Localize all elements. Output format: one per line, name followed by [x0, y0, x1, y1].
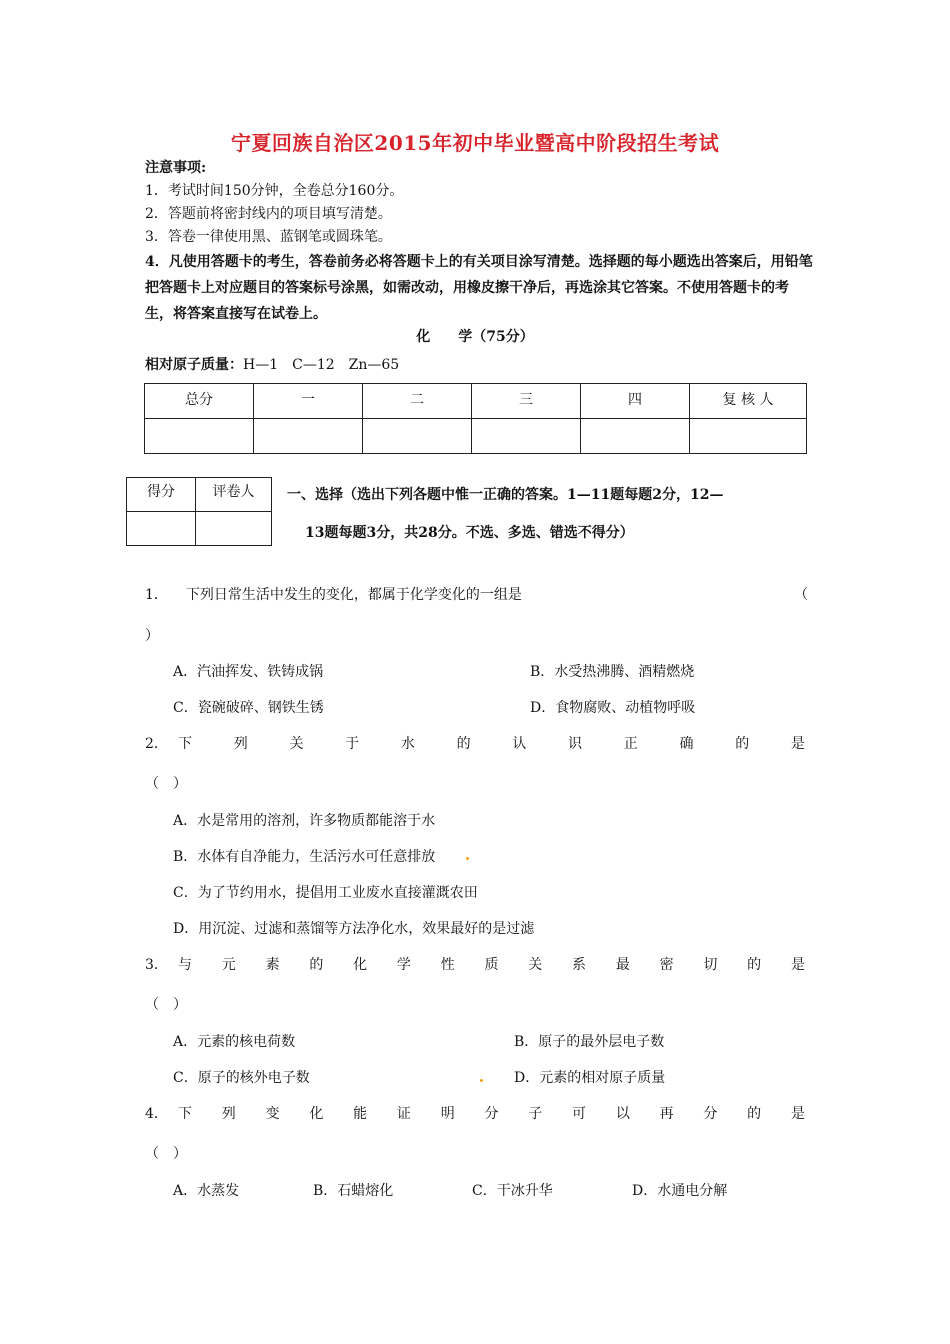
question-2-number: 2． [145, 736, 168, 752]
atomic-mass-values: H—1 C—12 Zn—65 [243, 357, 400, 373]
question-4-option-a: A．水蒸发 [173, 1183, 240, 1199]
question-3-option-a: A．元素的核电荷数 [173, 1034, 296, 1050]
question-4-number: 4． [145, 1106, 168, 1122]
question-1-paren-close: ） [145, 628, 159, 644]
score-cell[interactable] [690, 419, 807, 454]
question-1-stem: 1． 下列日常生活中发生的变化，都属于化学变化的一组是 [145, 587, 522, 603]
notice-heading: 注意事项: [145, 160, 207, 176]
grader-table [126, 477, 272, 546]
question-3-number: 3． [145, 957, 168, 973]
score-header-3: 三 [472, 384, 581, 419]
question-3-stem: 与 元 素 的 化 学 性 质 关 系 最 密 切 的 是 [178, 957, 805, 973]
score-cell[interactable] [145, 419, 254, 454]
grader-header-score: 得分 [127, 478, 196, 512]
orange-dot-mark [466, 857, 469, 860]
section-instructions-line-2: 13题每题3分，共28分。不选、多选、错选不得分） [305, 525, 634, 541]
notice-item-1: 1．考试时间150分钟，全卷总分160分。 [145, 183, 404, 199]
atomic-mass-line [145, 354, 399, 374]
question-2-option-d: D．用沉淀、过滤和蒸馏等方法净化水，效果最好的是过滤 [173, 921, 535, 937]
subject-heading: 化 学（75分） [416, 329, 534, 345]
score-cell[interactable] [363, 419, 472, 454]
orange-dot-mark [480, 1079, 483, 1082]
score-cell[interactable] [472, 419, 581, 454]
question-2-option-b: B．水体有自净能力，生活污水可任意排放 [173, 849, 436, 865]
question-3-option-c: C．原子的核外电子数 [173, 1070, 310, 1086]
question-4-answer-paren: （ ） [145, 1146, 187, 1162]
notice-item-2: 2．答题前将密封线内的项目填写清楚。 [145, 206, 392, 222]
question-1-option-c: C．瓷碗破碎、钢铁生锈 [173, 700, 324, 716]
question-2-option-a: A．水是常用的溶剂，许多物质都能溶于水 [173, 813, 436, 829]
question-3-answer-paren: （ ） [145, 997, 187, 1013]
score-header-total: 总分 [145, 384, 254, 419]
question-3-option-b: B．原子的最外层电子数 [514, 1034, 665, 1050]
atomic-mass-label: 相对原子质量： [145, 357, 243, 373]
question-1-option-a: A．汽油挥发、铁铸成锅 [173, 664, 324, 680]
exam-title: 宁夏回族自治区2015年初中毕业暨高中阶段招生考试 [230, 131, 720, 155]
score-header-2: 二 [363, 384, 472, 419]
grader-cell[interactable] [196, 512, 272, 546]
score-cell[interactable] [581, 419, 690, 454]
question-4-option-c: C．干冰升华 [472, 1183, 553, 1199]
score-table-header-row [145, 384, 807, 419]
question-2-stem: 下 列 关 于 水 的 认 识 正 确 的 是 [178, 736, 805, 752]
score-table-blank-row [145, 419, 807, 454]
notice-item-4: 4．凡使用答题卡的考生，答卷前务必将答题卡上的有关项目涂写清楚。选择题的每小题选出答案后，用铅笔把答题卡上对应题目的答案标号涂黑，如需改动，用橡皮擦干净后，再选涂其它答案。不使用答题卡的考生，将答案直接写在试卷上。 [145, 254, 813, 322]
question-2-option-c: C．为了节约用水，提倡用工业废水直接灌溉农田 [173, 885, 478, 901]
score-table [144, 383, 807, 454]
score-cell[interactable] [254, 419, 363, 454]
question-4-option-d: D．水通电分解 [632, 1183, 728, 1199]
question-3-option-d: D．元素的相对原子质量 [514, 1070, 666, 1086]
question-4-option-b: B．石蜡熔化 [313, 1183, 394, 1199]
grader-header-grader: 评卷人 [196, 478, 272, 512]
grader-cell[interactable] [127, 512, 196, 546]
question-2-answer-paren: （ ） [145, 776, 187, 792]
notice-item-3: 3．答卷一律使用黑、蓝钢笔或圆珠笔。 [145, 229, 392, 245]
score-header-1: 一 [254, 384, 363, 419]
question-1-paren-open: （ [794, 587, 808, 603]
score-header-reviewer: 复 核 人 [690, 384, 807, 419]
question-4-stem: 下 列 变 化 能 证 明 分 子 可 以 再 分 的 是 [178, 1106, 805, 1122]
question-1-option-b: B．水受热沸腾、酒精燃烧 [530, 664, 695, 680]
section-instructions-line-1: 一、选择（选出下列各题中惟一正确的答案。1—11题每题2分，12— [287, 487, 724, 503]
score-header-4: 四 [581, 384, 690, 419]
question-1-option-d: D．食物腐败、动植物呼吸 [530, 700, 696, 716]
